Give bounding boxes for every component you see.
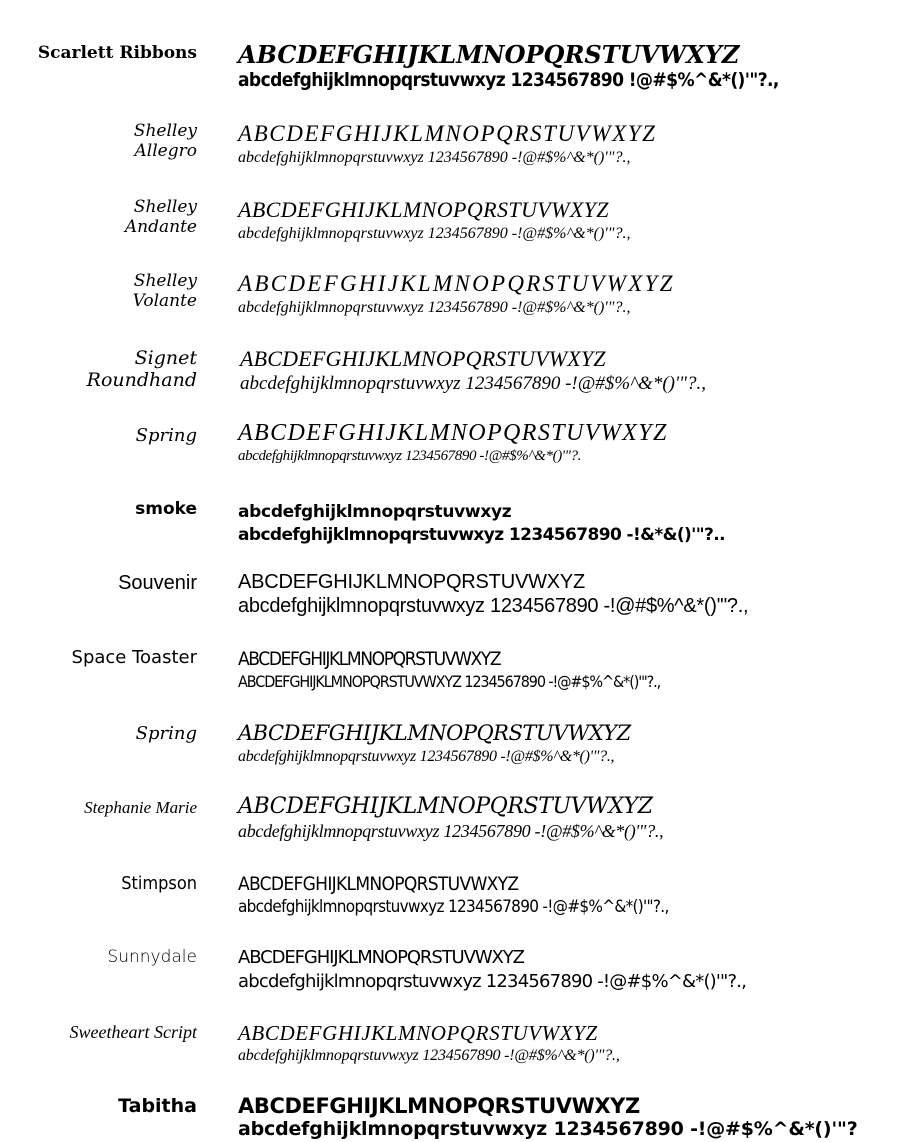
font-name <box>125 198 197 237</box>
font-name-line: Roundhand <box>86 368 197 391</box>
sample-lowercase: abcdefghijklmnopqrstuvwxyz 1234567890 -!@#$%^&*()'"?., <box>238 748 615 765</box>
sample-uppercase: ABCDEFGHIJKLMNOPQRSTUVWXYZ <box>238 1021 598 1045</box>
font-name-line: Shelley <box>133 121 197 141</box>
sample-uppercase: ABCDEFGHIJKLMNOPQRSTUVWXYZ <box>240 346 606 371</box>
font-sample <box>238 646 660 692</box>
sample-uppercase: ABCDEFGHIJKLMNOPQRSTUVWXYZ <box>238 271 675 296</box>
font-name <box>84 798 197 818</box>
sample-uppercase: ABCDEFGHIJKLMNOPQRSTUVWXYZ <box>238 571 586 593</box>
sample-lowercase: abcdefghijklmnopqrstuvwxyz 1234567890 -!@#$%^&*()'"?., <box>238 897 669 917</box>
sample-lowercase: abcdefghijklmnopqrstuvwxyz 1234567890 -!@#$%^&*()'"?., <box>238 225 631 242</box>
sample-uppercase: ABCDEFGHIJKLMNOPQRSTUVWXYZ <box>238 648 501 670</box>
sample-uppercase: abcdefghijklmnopqrstuvwxyz <box>238 502 512 522</box>
sample-uppercase: ABCDEFGHIJKLMNOPQRSTUVWXYZ <box>238 420 668 446</box>
font-name <box>134 122 197 161</box>
sample-lowercase: abcdefghijklmnopqrstuvwxyz 1234567890 -!@#$%^&*()'"?., <box>238 971 747 992</box>
font-name-line: Spring <box>135 723 197 744</box>
sample-uppercase: ABCDEFGHIJKLMNOPQRSTUVWXYZ <box>238 721 631 745</box>
font-sample <box>238 42 779 92</box>
font-name-line: Volante <box>132 290 197 311</box>
font-name-line: Andante <box>124 216 197 237</box>
font-sample <box>238 120 657 168</box>
sample-uppercase: ABCDEFGHIJKLMNOPQRSTUVWXYZ <box>238 40 740 69</box>
font-sample <box>238 270 675 318</box>
font-name-line: Tabitha <box>118 1095 197 1117</box>
font-name <box>70 1022 197 1043</box>
sample-lowercase: abcdefghijklmnopqrstuvwxyz 1234567890 -!@#$%^&*()'"?., <box>238 595 749 617</box>
font-sample <box>238 794 663 842</box>
font-name-line: Stephanie Marie <box>84 798 197 817</box>
sample-uppercase: ABCDEFGHIJKLMNOPQRSTUVWXYZ <box>238 947 524 968</box>
font-sample <box>238 720 631 767</box>
font-sample <box>238 196 630 244</box>
sample-uppercase: ABCDEFGHIJKLMNOPQRSTUVWXYZ <box>238 197 609 222</box>
font-name <box>107 948 197 968</box>
font-sample <box>238 500 725 546</box>
sample-lowercase: abcdefghijklmnopqrstuvwxyz 1234567890 -!@#$%^&*()'"?., <box>240 373 707 394</box>
sample-lowercase: abcdefghijklmnopqrstuvwxyz 1234567890 -!@#$%^&*()'"? <box>238 1118 858 1140</box>
font-sample <box>238 570 748 618</box>
font-name-line: Sweetheart Script <box>69 1022 197 1042</box>
sample-lowercase: abcdefghijklmnopqrstuvwxyz 1234567890 -!@#$%^&*()'"?., <box>238 821 664 841</box>
sample-lowercase: ABCDEFGHIJKLMNOPQRSTUVWXYZ 1234567890 -!@#$%^&*()'"?., <box>238 672 661 691</box>
font-name <box>118 1096 197 1118</box>
font-name-line: smoke <box>135 499 197 519</box>
font-name-line: Signet <box>134 347 197 369</box>
font-name-line: Shelley <box>133 271 197 291</box>
sample-uppercase: ABCDEFGHIJKLMNOPQRSTUVWXYZ <box>238 121 657 146</box>
sample-uppercase: ABCDEFGHIJKLMNOPQRSTUVWXYZ <box>238 873 519 895</box>
font-name-line: Allegro <box>134 140 197 161</box>
font-name <box>136 724 197 745</box>
font-sample <box>238 420 668 465</box>
sample-uppercase: ABCDEFGHIJKLMNOPQRSTUVWXYZ <box>238 794 653 819</box>
font-name-line: Stimpson <box>121 873 197 894</box>
sample-lowercase: abcdefghijklmnopqrstuvwxyz 1234567890 -!&*&()'"?.. <box>238 525 726 545</box>
font-sample <box>240 346 706 396</box>
font-name-line: Spring <box>135 425 197 446</box>
font-name-line: Scarlett Ribbons <box>37 43 197 63</box>
font-name <box>136 426 197 447</box>
font-name <box>121 874 197 895</box>
sample-lowercase: abcdefghijklmnopqrstuvwxyz 1234567890 -!@#$%^&*()'"?., <box>238 1047 620 1064</box>
font-sample <box>238 872 669 918</box>
font-name-line: Souvenir <box>118 572 197 594</box>
font-name <box>135 500 197 520</box>
font-name <box>72 648 197 669</box>
font-name <box>118 572 197 595</box>
sample-lowercase: abcdefghijklmnopqrstuvwxyz 1234567890 -!@#$%^&*()'"?., <box>238 149 631 166</box>
font-name <box>87 348 197 392</box>
font-name <box>38 44 197 64</box>
font-sample <box>238 946 746 994</box>
font-name <box>133 272 197 311</box>
font-name-line: Shelley <box>133 197 197 217</box>
font-sample <box>238 1094 858 1140</box>
font-sample <box>238 1020 620 1066</box>
sample-lowercase: abcdefghijklmnopqrstuvwxyz 1234567890 !@#$%^&*()'"?., <box>238 69 779 91</box>
sample-lowercase: abcdefghijklmnopqrstuvwxyz 1234567890 -!@#$%^&*()'"?., <box>238 299 631 316</box>
sample-uppercase: ABCDEFGHIJKLMNOPQRSTUVWXYZ <box>238 1094 640 1118</box>
sample-lowercase: abcdefghijklmnopqrstuvwxyz 1234567890 -!@#$%^&*()'"?. <box>238 448 581 464</box>
font-name-line: Space Toaster <box>71 647 197 668</box>
font-name-line: Sunnydale <box>107 947 197 967</box>
